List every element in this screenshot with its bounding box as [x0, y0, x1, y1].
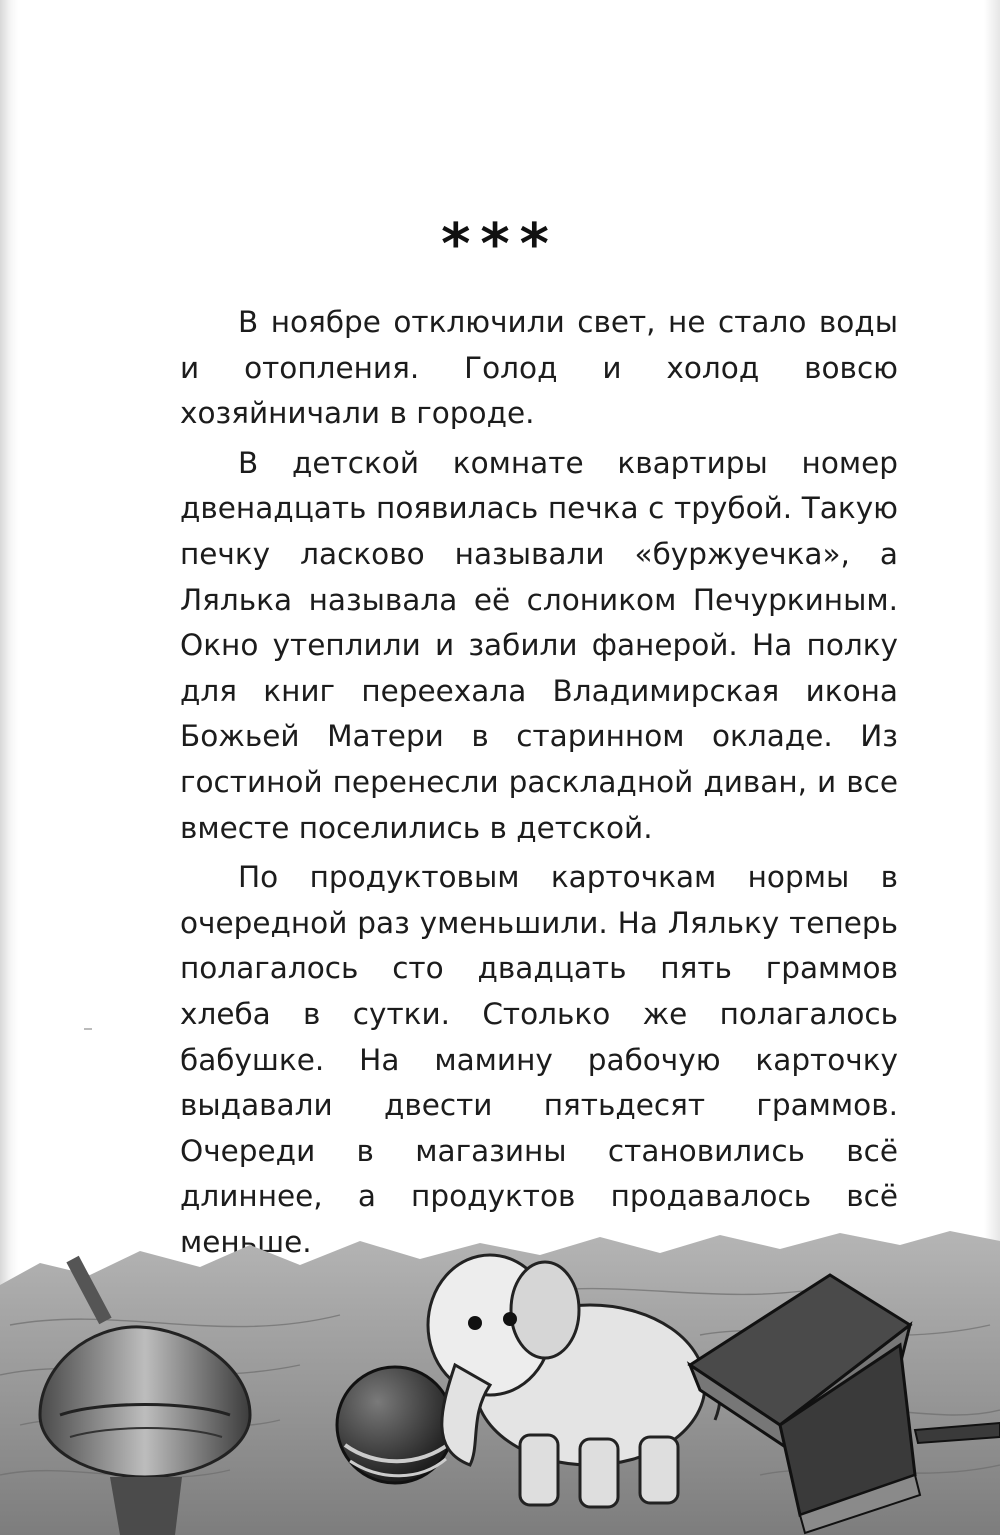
paragraph-1: В ноябре отключили свет, не стало воды и отопления. Голод и холод вовсю хозяйничали в городе. [180, 305, 898, 431]
toys-illustration [0, 1215, 1000, 1535]
section-separator: *** [441, 212, 559, 277]
scan-speck [84, 1028, 92, 1030]
paragraph-3: По продуктовым карточкам нормы в очередной раз уменьшили. На Ляльку теперь полагалось сто двадцать пять граммов хлеба в сутки. Столько же полагалось бабушке. На мамину рабочую карточку выдавали двести пятьдесят граммов. Очереди в магазины становились всё длиннее, а продуктов продавалось всё меньше. [180, 860, 898, 1259]
toy-ball [337, 1367, 453, 1483]
body-text [180, 300, 898, 1265]
paragraph-2: В детской комнате квартиры номер двенадцать появилась печка с трубой. Такую печку ласково называли «буржуечка», а Лялька называла её слоником Печуркиным. Окно утеплили и забили фанерой. На полку для книг переехала Владимирская икона Божьей Матери в старинном окладе. Из гостиной перенесли раскладной диван, и все вместе поселились в детской. [180, 445, 898, 845]
